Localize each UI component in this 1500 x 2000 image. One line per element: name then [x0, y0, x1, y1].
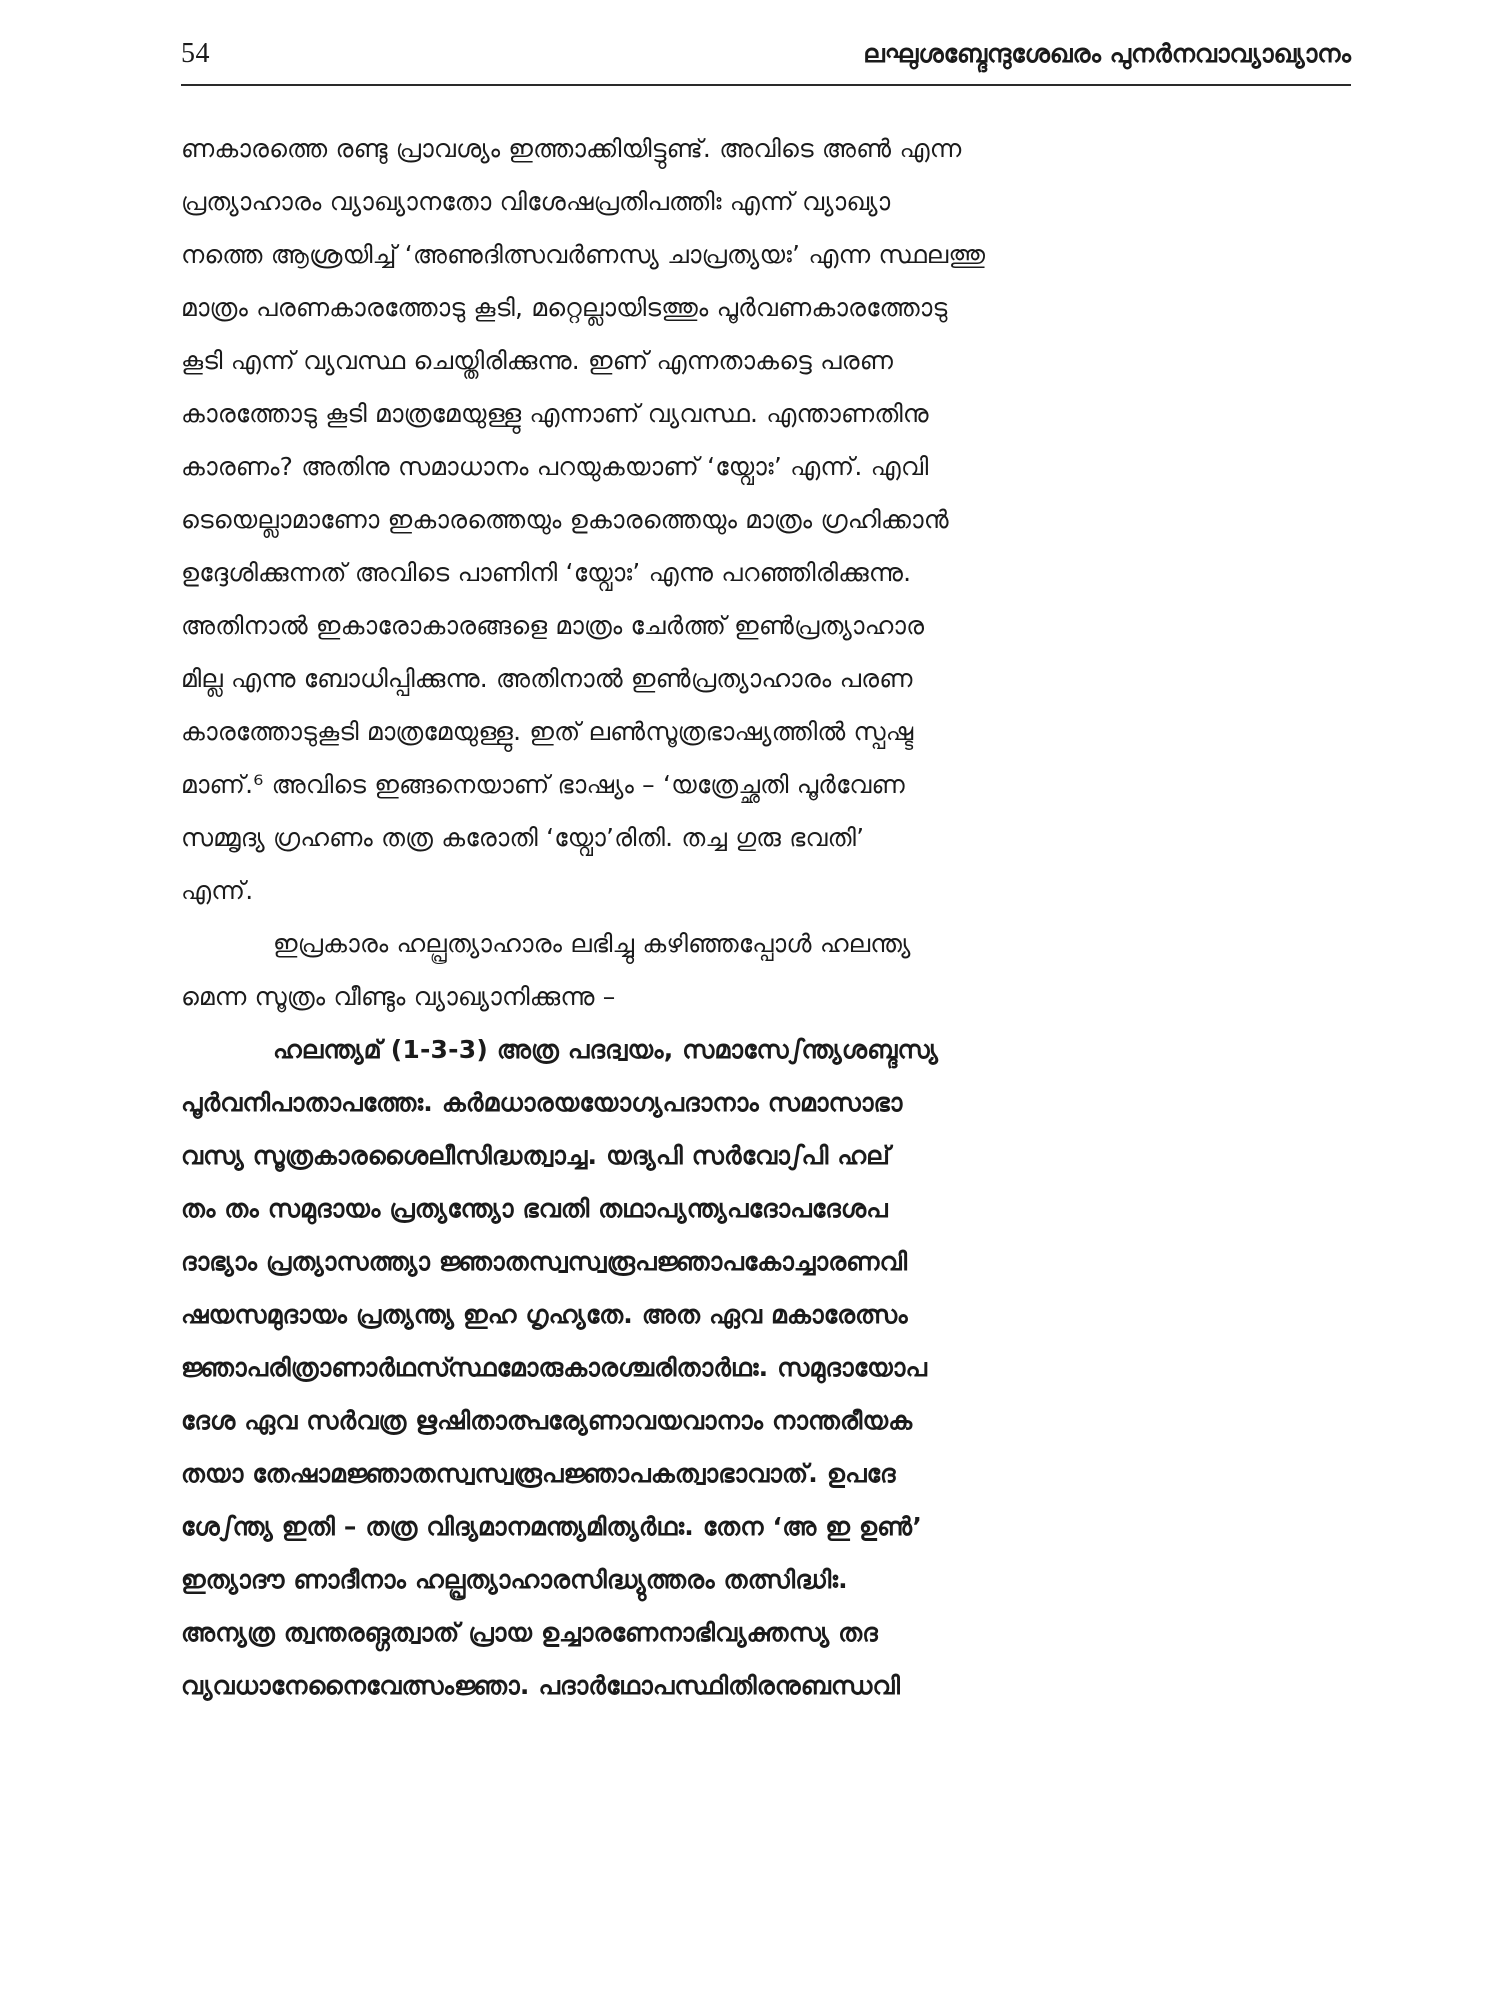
- commentary-line: ഇത്യാദൗ ണാദീനാം ഹല്പ്രത്യാഹാരസിദ്ധ്യുത്തരം തത്സിദ്ധിഃ.: [181, 1565, 848, 1594]
- page-number: 54: [181, 38, 210, 69]
- commentary-line: ശേഽന്ത്യ ഇതി – തത്ര വിദ്യമാനമന്ത്യമിത്യർഥഃ. തേന ‘അ ഇ ഉൺ’: [181, 1512, 923, 1541]
- commentary-line: അന്യത്ര ത്വന്തരങ്ഗത്വാത് പ്രായ ഉച്ചാരണേനാഭിവ്യക്തസ്യ തദ: [181, 1618, 878, 1647]
- commentary-line: ദേശ ഏവ സർവത്ര ഋഷിതാത്പര്യേണാവയവാനാം നാന്തരീയക: [181, 1406, 913, 1435]
- text-line: ടെയെല്ലാമാണോ ഇകാരത്തെയും ഉകാരത്തെയും മാത്രം ഗ്രഹിക്കാൻ: [181, 505, 949, 534]
- commentary-line: പൂർവനിപാതാപത്തേഃ. കർമധാരയയോഗ്യപദാനാം സമാസാഭാ: [181, 1088, 903, 1117]
- running-title: ലഘുശബ്ദേന്ദുശേഖരം പുനർനവാവ്യാഖ്യാനം: [863, 39, 1351, 68]
- text-line: എന്ന്.: [181, 876, 254, 905]
- commentary-line: വ്യവധാനേനൈവേത്സംജ്ഞാ. പദാർഥോപസ്ഥിതിരനുബന്ധവി: [181, 1671, 901, 1700]
- commentary-line: വസ്യ സൂത്രകാരശൈലീസിദ്ധത്വാച്ച. യദ്യപി സർവോഽപി ഹല്: [181, 1141, 891, 1170]
- text-line: കാരത്തോടുകൂടി മാത്രമേയുള്ളു. ഇത് ലൺസൂത്രഭാഷ്യത്തിൽ സ്പഷ്ട: [181, 717, 914, 746]
- commentary-line: ദാഭ്യാം പ്രത്യാസത്ത്യാ ജ്ഞാതസ്വസ്വരൂപജ്ഞാപകോച്ചാരണവി: [181, 1247, 908, 1276]
- text-line: നത്തെ ആശ്രയിച്ച് ‘അണുദിത്സവർണസ്യ ചാപ്രത്യയഃ’ എന്ന സ്ഥലത്തു: [181, 240, 986, 269]
- header-divider: [181, 84, 1351, 86]
- commentary-line: ജ്ഞാപരിത്രാണാർഥസ്സ്ഥമോരുകാരശ്ചരിതാർഥഃ. സമുദായോപ: [181, 1353, 928, 1382]
- text-line: പ്രത്യാഹാരം വ്യാഖ്യാനതോ വിശേഷപ്രതിപത്തിഃ എന്ന് വ്യാഖ്യാ: [181, 187, 891, 216]
- text-line: മാണ്.⁶ അവിടെ ഇങ്ങനെയാണ് ഭാഷ്യം – ‘യത്രേച്ഛതി പൂർവേണ: [181, 770, 905, 799]
- paragraph-start-line: ഇപ്രകാരം ഹല്പ്രത്യാഹാരം ലഭിച്ചു കഴിഞ്ഞപ്പോൾ ഹലന്ത്യ: [273, 929, 911, 958]
- main-text: [181, 122, 1351, 1712]
- text-line: കൂടി എന്ന് വ്യവസ്ഥ ചെയ്തിരിക്കുന്നു. ഇണ് എന്നതാകട്ടെ പരണ: [181, 346, 894, 375]
- page-header: [181, 34, 1351, 74]
- commentary-line: ഷയസമുദായം പ്രത്യന്ത്യ ഇഹ ഗൃഹ്യതേ. അത ഏവ മകാരേത്സം: [181, 1300, 908, 1329]
- text-line: കാരത്തോടു കൂടി മാത്രമേയുള്ളു എന്നാണ് വ്യവസ്ഥ. എന്താണതിനു: [181, 399, 929, 428]
- text-line: മില്ല എന്നു ബോധിപ്പിക്കുന്നു. അതിനാൽ ഇൺപ്രത്യാഹാരം പരണ: [181, 664, 913, 693]
- commentary-line: തയാ തേഷാമജ്ഞാതസ്വസ്വരൂപജ്ഞാപകത്വാഭാവാത്. ഉപദേ: [181, 1459, 896, 1488]
- text-line: മെന്ന സൂത്രം വീണ്ടും വ്യാഖ്യാനിക്കുന്നു –: [181, 982, 616, 1011]
- commentary-line: തം തം സമുദായം പ്രത്യന്ത്യോ ഭവതി തഥാപ്യന്ത്യപദോപദേശപ: [181, 1194, 888, 1223]
- text-line: മാത്രം പരണകാരത്തോടു കൂടി, മറ്റെല്ലായിടത്തും പൂർവണകാരത്തോടു: [181, 293, 948, 322]
- text-line: ണകാരത്തെ രണ്ടു പ്രാവശ്യം ഇത്താക്കിയിട്ടുണ്ട്. അവിടെ അൺ എന്ന: [181, 134, 962, 163]
- text-line: സമ്മൃദ്യ ഗ്രഹണം തത്ര കരോതി ‘യ്വോ’രിതി. തച്ച ഗുരു ഭവതി’: [181, 823, 865, 852]
- commentary-start-line: ഹലന്ത്യമ് (1-3-3) അത്ര പദദ്വയം, സമാസേഽന്ത്യശബ്ദസ്യ: [273, 1035, 939, 1064]
- text-line: ഉദ്ദേശിക്കുന്നത് അവിടെ പാണിനി ‘യ്വോഃ’ എന്നു പറഞ്ഞിരിക്കുന്നു.: [181, 558, 912, 587]
- text-line: അതിനാൽ ഇകാരോകാരങ്ങളെ മാത്രം ചേർത്ത് ഇൺപ്രത്യാഹാര: [181, 611, 925, 640]
- text-line: കാരണം? അതിനു സമാധാനം പറയുകയാണ് ‘യ്വോഃ’ എന്ന്. എവി: [181, 452, 929, 481]
